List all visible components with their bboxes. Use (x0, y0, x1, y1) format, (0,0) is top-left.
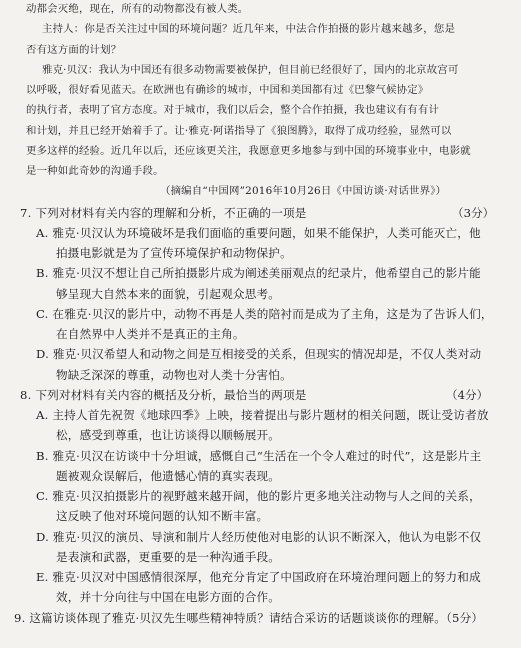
passage-line: 是一种如此奇妙的沟通手段。 (26, 165, 164, 177)
q8-option: D. 雅克·贝汉的演员、导演和制片人经历使他对电影的认识不断深入，他认为电影不仅 (36, 530, 482, 544)
q8-option: C. 雅克·贝汉拍摄影片的视野越来越开阔，他的影片更多地关注动物与人之间的关系， (36, 489, 481, 503)
passage-line: 以呼吸，很好看见蓝天。在欧洲也有确诊的城市，中国和美国都有过《巴黎气候协定》 (26, 84, 429, 96)
q9-stem: 9. 这篇访谈体现了雅克·贝汉先生哪些精神特质？请结合采访的话题谈谈你的理解。（5分） (14, 611, 484, 625)
passage-line: 更多这样的经验。近几年以后，还应该更关注，我愿意更多地参与到中国的环境事业中，电影就 (26, 145, 471, 157)
q7-points: （3分） (452, 206, 495, 220)
q7-option: A. 雅克·贝汉认为环境破坏是我们面临的重要问题，如果不能保护，人类可能灭亡，他 (36, 226, 481, 240)
q7-option: 够呈现大自然本来的面貌，引起观众思考。 (56, 287, 281, 301)
q8-points: （4分） (446, 388, 489, 402)
q7-option: 在自然界中人类并不是真正的主角。 (56, 327, 245, 341)
q8-option: 松，感受到尊重，也让访谈得以顺畅展开。 (56, 428, 281, 442)
q7-stem: 7. 下列对材料有关内容的理解和分析，不正确的一项是 (20, 206, 307, 220)
q8-option: E. 雅克·贝汉对中国感情很深厚，他充分肯定了中国政府在环境治理问题上的努力和成 (36, 570, 481, 584)
passage-line: 否有这方面的计划？ (26, 44, 122, 56)
passage-line: 主持人：你是否关注过中国的环境问题？近几年来，中法合作拍摄的影片越来越多，您是 (42, 23, 456, 35)
q8-option: 这反映了他对环境问题的认知不断丰富。 (56, 509, 269, 523)
q7-option: B. 雅克·贝汉不想让自己所拍摄影片成为阐述美丽观点的纪录片，他希望自己的影片能 (36, 266, 481, 280)
passage-line: 和计划，并且已经开始着手了。让·雅克·阿诺指导了《狼图腾》，取得了成功经验，显然可以 (26, 125, 452, 137)
q8-stem: 8. 下列对材料有关内容的概括及分析，最恰当的两项是 (20, 388, 307, 402)
passage-line: 的执行者，表明了官方态度。对于城市，我们以后会，整个合作拍摄，我也建议有有有计 (26, 104, 440, 116)
q8-option: B. 雅克·贝汉在访谈中十分坦诚，感慨自己“生活在一个令人难过的时代”，这是影片主 (36, 449, 482, 463)
q8-option: 效，并十分向往与中国在电影方面的合作。 (56, 590, 281, 604)
q8-option: 是表演和武器，更重要的是一种沟通手段。 (56, 550, 281, 564)
q8-option: A. 主持人首先祝贺《地球四季》上映，接着提出与影片题材的相关问题，既让受访者放 (36, 408, 489, 422)
q7-option: 物缺乏深深的尊重，动物也对人类十分害怕。 (56, 368, 292, 382)
passage-line: 动都会灭绝，现在，所有的动物都没有被人类。 (26, 3, 249, 15)
q7-option: C. 在雅克·贝汉的影片中，动物不再是人类的陪衬而是成为了主角，这是为了告诉人们， (36, 307, 493, 321)
q7-option: D. 雅克·贝汉希望人和动物之间是互相接受的关系，但现实的情况却是，不仅人类对动 (36, 347, 482, 361)
q7-option: 拍摄电影就是为了宣传环境保护和动物保护。 (56, 246, 292, 260)
passage-line: 雅克·贝汉：我认为中国还有很多动物需要被保护，但目前已经很好了，国内的北京故宫可 (42, 64, 459, 76)
passage-source: （摘编自“中国网”2016年10月26日《中国访谈·对话世界》） (160, 185, 447, 197)
q8-option: 题被观众误解后，他遗憾心情的真实表现。 (56, 469, 281, 483)
